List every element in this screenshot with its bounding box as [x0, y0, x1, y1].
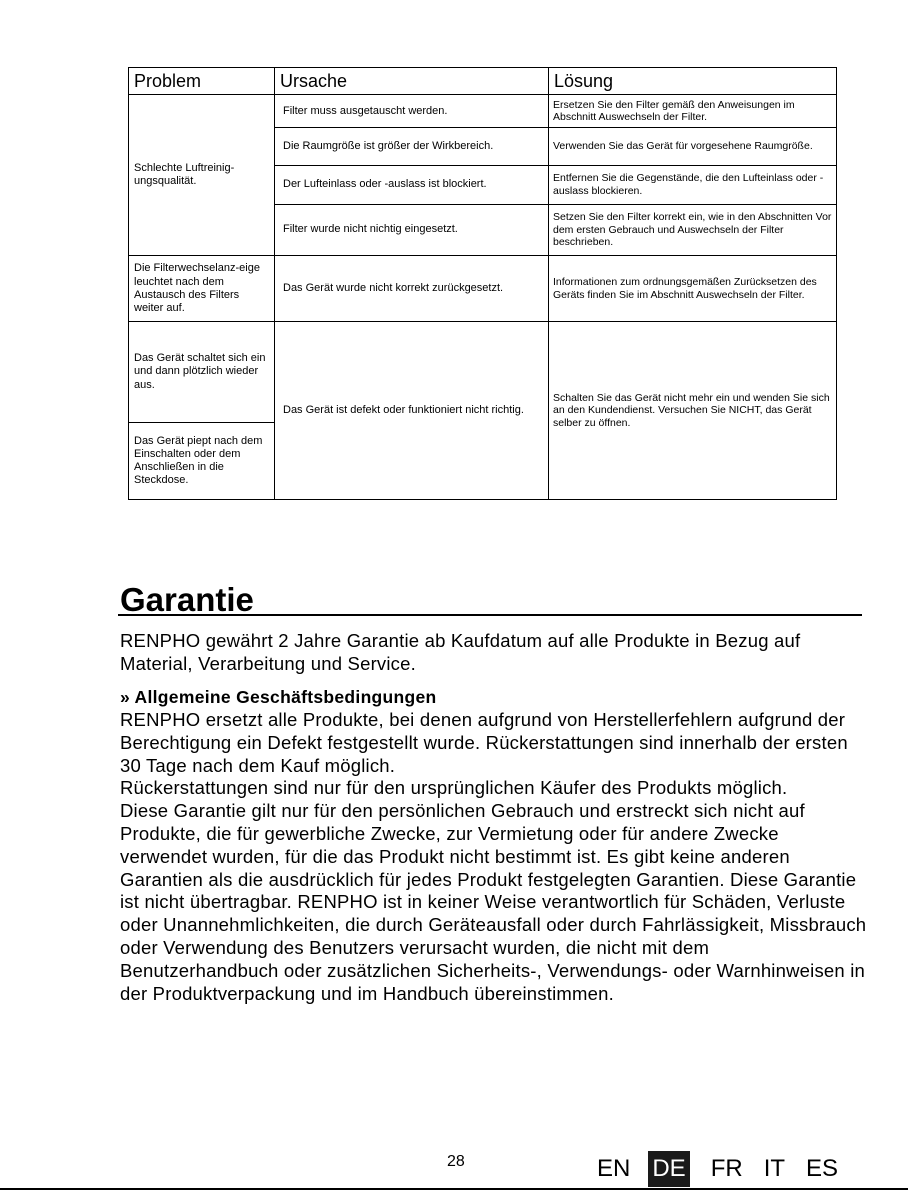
lang-en: EN — [597, 1155, 631, 1182]
page-bottom-rule — [0, 1188, 908, 1190]
table-header-row — [129, 68, 837, 95]
problem-cell: Das Gerät piept nach dem Einschalten oder dem Anschließen in die Steckdose. — [129, 422, 275, 499]
terms-paragraph: RENPHO ersetzt alle Produkte, bei denen aufgrund von Herstellerfehlern aufgrund der Berechtigung ein Defekt festgestellt wurde. Rückerstattungen sind innerhalb der ersten 30 Tage nach dem Kauf möglich. — [120, 709, 848, 776]
table-row — [129, 256, 837, 322]
problem-cell: Schlechte Luftreinig-ungsqualität. — [129, 95, 275, 256]
terms-paragraph: Rückerstattungen sind nur für den ursprünglichen Käufer des Produkts möglich. — [120, 777, 788, 799]
page-number: 28 — [447, 1153, 465, 1170]
warranty-intro: RENPHO gewährt 2 Jahre Garantie ab Kaufdatum auf alle Produkte in Bezug auf Material, Verarbeitung und Service. — [120, 630, 801, 674]
header-solution: Lösung — [549, 68, 837, 95]
lang-it: IT — [763, 1155, 786, 1182]
solution-cell: Schalten Sie das Gerät nicht mehr ein und wenden Sie sich an den Kundendienst. Versuchen Sie NICHT, das Gerät selber zu öffnen. — [549, 322, 837, 500]
warranty-title: Garantie — [120, 581, 254, 618]
lang-de-active: DE — [648, 1151, 689, 1187]
cause-cell: Das Gerät wurde nicht korrekt zurückgesetzt. — [275, 256, 549, 322]
troubleshooting-table — [128, 67, 837, 500]
terms-subheading: » Allgemeine Geschäftsbedingungen — [120, 687, 437, 707]
terms-body — [120, 709, 870, 1005]
language-switcher — [594, 1150, 841, 1188]
solution-cell: Verwenden Sie das Gerät für vorgesehene Raumgröße. — [549, 128, 837, 166]
cause-cell: Filter muss ausgetauscht werden. — [275, 95, 549, 128]
solution-cell: Setzen Sie den Filter korrekt ein, wie in den Abschnitten Vor dem ersten Gebrauch und Auswechseln der Filter beschrieben. — [549, 204, 837, 256]
table-row — [129, 95, 837, 128]
terms-paragraph: Diese Garantie gilt nur für den persönlichen Gebrauch und erstreckt sich nicht auf Produkte, die für gewerbliche Zwecke, zur Vermietung oder für andere Zwecke verwendet wurden, für die das Produkt nicht bestimmt ist. Es gibt keine anderen Garantien als die ausdrücklich für jedes Produkt festgelegten Garantien. Diese Garantie ist nicht übertragbar. RENPHO ist in keiner Weise verantwortlich für Schäden, Verluste oder Unannehmlichkeiten, die durch Geräteausfall oder durch Fahrlässigkeit, Missbrauch oder Verwendung des Benutzers verursacht wurden, die nicht mit dem Benutzerhandbuch oder zusätzlichen Sicherheits-, Verwendungs- oder Warnhinweisen in der Produktverpackung und im Handbuch übereinstimmen. — [120, 800, 867, 1004]
problem-cell: Das Gerät schaltet sich ein und dann plötzlich wieder aus. — [129, 322, 275, 422]
table-row — [129, 322, 837, 422]
solution-cell: Entfernen Sie die Gegenstände, die den Lufteinlass oder -auslass blockieren. — [549, 166, 837, 205]
cause-cell: Filter wurde nicht nichtig eingesetzt. — [275, 204, 549, 256]
title-underline — [118, 614, 862, 616]
header-problem: Problem — [129, 68, 275, 95]
lang-fr: FR — [710, 1155, 743, 1182]
header-cause: Ursache — [275, 68, 549, 95]
solution-cell: Informationen zum ordnungsgemäßen Zurücksetzen des Geräts finden Sie im Abschnitt Auswechseln der Filter. — [549, 256, 837, 322]
lang-es: ES — [806, 1155, 839, 1182]
solution-cell: Ersetzen Sie den Filter gemäß den Anweisungen im Abschnitt Auswechseln der Filter. — [549, 95, 837, 128]
cause-cell: Die Raumgröße ist größer der Wirkbereich. — [275, 128, 549, 166]
cause-cell: Das Gerät ist defekt oder funktioniert nicht richtig. — [275, 322, 549, 500]
problem-cell: Die Filterwechselanz-eige leuchtet nach dem Austausch des Filters weiter auf. — [129, 256, 275, 322]
cause-cell: Der Lufteinlass oder -auslass ist blockiert. — [275, 166, 549, 205]
